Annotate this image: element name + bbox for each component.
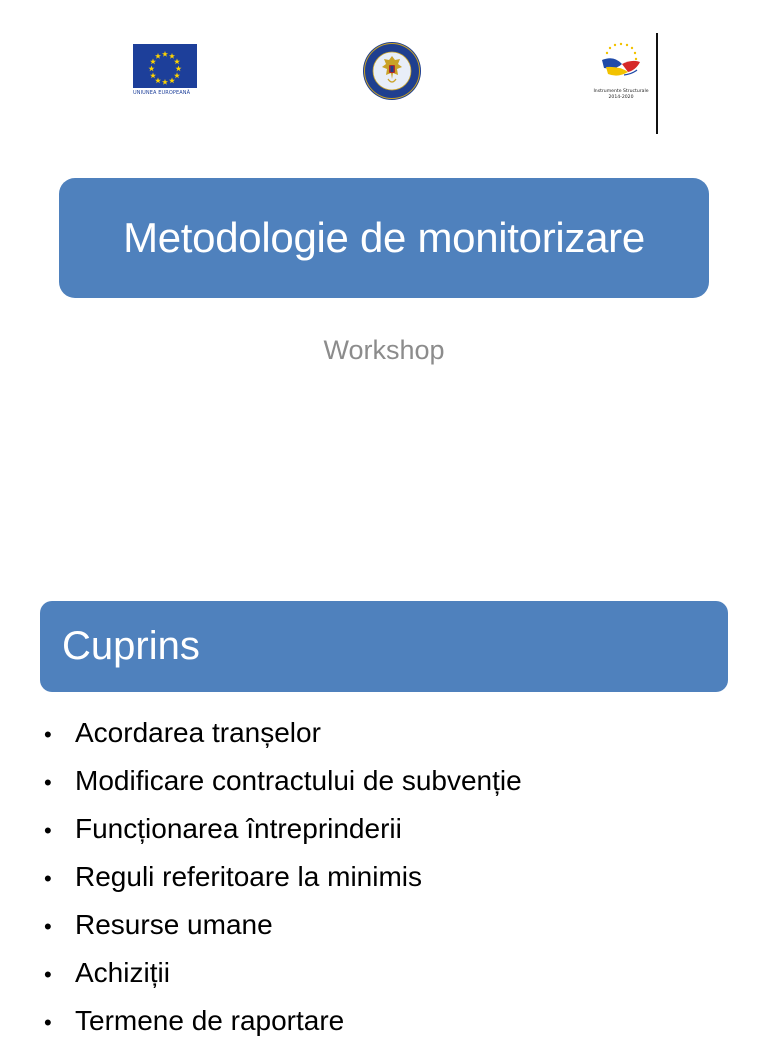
list-item [44,861,522,909]
eu-logo [133,44,199,96]
list-item [44,1005,522,1053]
list-item-text: Funcționarea întreprinderii [75,813,402,844]
list-item [44,765,522,813]
vertical-divider [656,33,658,134]
title-box [59,178,709,298]
list-item-text: Reguli referitoare la minimis [75,861,423,892]
list-item-text: Achiziții [75,957,170,988]
list-item-text: Termene de raportare [75,1005,345,1036]
bullet-icon: • [44,770,52,795]
is-caption-line1: Instrumente Structurale [593,89,649,94]
bullet-icon: • [44,866,52,891]
list-item-text: Resurse umane [75,909,273,940]
list-item-text: Modificare contractului de subvenție [75,765,522,796]
bullet-icon: • [44,818,52,843]
bullet-icon: • [44,914,52,939]
list-item [44,957,522,1005]
structural-instruments-logo [588,40,654,101]
eu-flag-icon [133,44,197,88]
slide-subtitle: Workshop [323,335,445,365]
list-item-text: Acordarea tranșelor [75,717,321,748]
guvernul-romaniei-seal-icon [362,41,422,101]
structural-instruments-icon [588,40,654,84]
list-item [44,909,522,957]
list-item [44,813,522,861]
section-title: Cuprins [62,624,200,668]
bullet-icon: • [44,1010,52,1035]
bullet-list [44,717,522,1053]
slide-title: Metodologie de monitorizare [123,214,645,261]
section-header-box [40,601,728,692]
slide-contents [0,560,768,1036]
bullet-icon: • [44,722,52,747]
bullet-icon: • [44,962,52,987]
is-caption-line2: 2014-2020 [608,95,634,100]
list-item [44,717,522,765]
structural-instruments-caption [588,89,654,101]
eu-caption: UNIUNEA EUROPEANĂ [133,90,191,96]
